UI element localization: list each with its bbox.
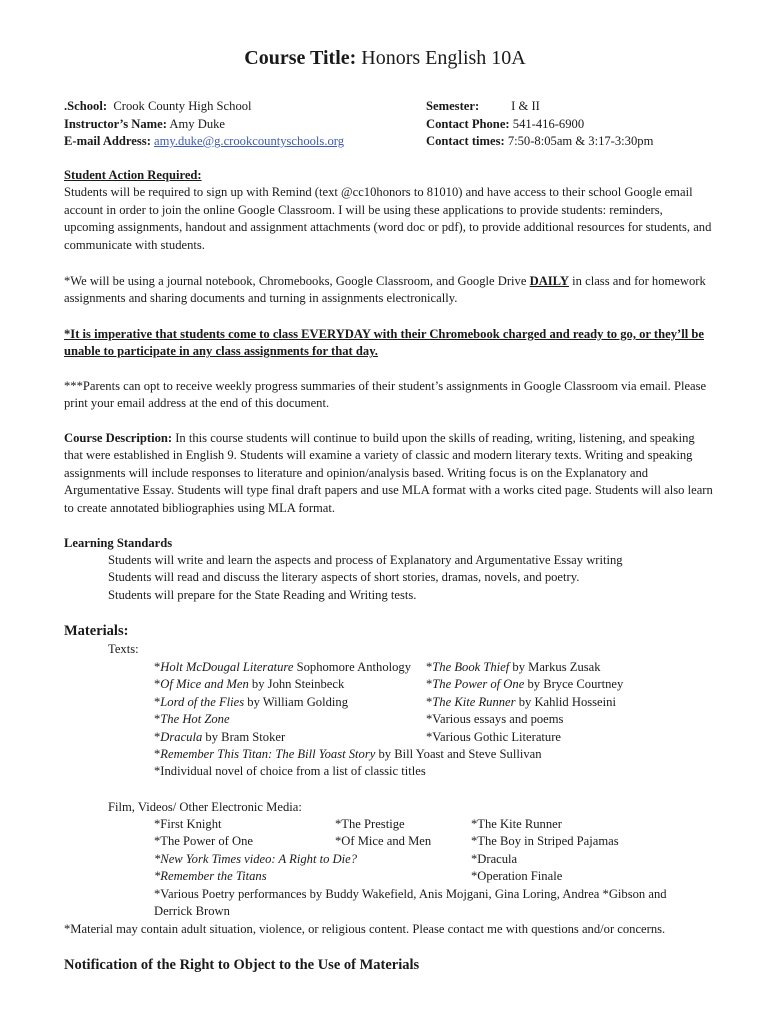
poetry-line-1: *Various Poetry performances by Buddy Wakefield, Anis Mojgani, Gina Loring, Andrea *Gibson and xyxy=(154,887,667,901)
poetry-item xyxy=(154,886,667,921)
list-item: *The Power of One by Bryce Courtney xyxy=(426,677,624,692)
course-description-label: Course Description: xyxy=(64,431,173,445)
list-item: *Dracula xyxy=(471,851,518,866)
school-label: .School: xyxy=(64,99,108,113)
email-label: E-mail Address: xyxy=(64,134,151,148)
list-item: *Of Mice and Men by John Steinbeck xyxy=(154,677,345,692)
imperative-notice: *It is imperative that students come to class EVERYDAY with their Chromebook charged and ready to go, or they’ll be unable to participate in any class assignments for that day. xyxy=(64,327,704,359)
times-value: 7:50-8:05am & 3:17-3:30pm xyxy=(507,134,654,148)
list-item: Students will write and learn the aspects and process of Explanatory and Argumentative Essay writing xyxy=(108,553,623,567)
title-value: Honors English 10A xyxy=(361,47,526,69)
email-link[interactable]: amy.duke@g.crookcountyschools.org xyxy=(154,134,345,148)
list-item: Students will prepare for the State Reading and Writing tests. xyxy=(108,587,417,602)
film-column-1 xyxy=(154,816,357,886)
list-item: *The Kite Runner by Kahlid Hosseini xyxy=(426,694,616,709)
student-action-heading: Student Action Required: xyxy=(64,168,202,182)
course-description-body: In this course students will continue to build upon the skills of reading, writing, listening, and speaking that were established in English 9. Students will examine a variety of classic and modern literary texts. Writing and speaking assignments will include responses to literature and opinion/analysis based. Writing focus is on the Explanatory and Argumentative Essay. Students will type final draft papers and use MLA format with a works cited page. Students will also learn to create annotated bibliographies using MLA format. xyxy=(64,431,713,515)
list-item: *Lord of the Flies by William Golding xyxy=(154,694,348,709)
list-item: *Various essays and poems xyxy=(426,712,564,727)
semester-value: I & II xyxy=(511,99,540,113)
notification-heading: Notification of the Right to Object to the Use of Materials xyxy=(64,957,420,973)
list-item: *The Kite Runner xyxy=(471,817,562,831)
poetry-line-2: Derrick Brown xyxy=(154,904,230,919)
list-item: *Holt McDougal Literature Sophomore Anthology xyxy=(154,660,412,674)
list-item: *Remember the Titans xyxy=(154,869,267,884)
film-label: Film, Videos/ Other Electronic Media: xyxy=(108,800,302,814)
list-item: *The Power of One xyxy=(154,834,253,849)
student-action-body: Students will be required to sign up with Remind (text @cc10honors to 81010) and have access to their school Google email account in order to join the online Google Classroom. I will be using these applications to provide students: reminders, upcoming assignments, handout and assignment attachments (word doc or pdf), to provide additional resources for students, and communicate with students. xyxy=(64,185,712,252)
instructor-value: Amy Duke xyxy=(169,116,226,131)
list-item: *First Knight xyxy=(154,817,222,831)
list-item: *The Hot Zone xyxy=(154,712,230,727)
materials-heading: Materials: xyxy=(64,623,129,639)
journal-paragraph xyxy=(64,273,714,308)
list-item: *Dracula by Bram Stoker xyxy=(154,729,286,744)
course-description-section xyxy=(64,430,714,517)
list-item: *Individual novel of choice from a list of classic titles xyxy=(154,764,426,779)
journal-text-before: *We will be using a journal notebook, Chromebooks, Google Classroom, and Google Drive xyxy=(64,274,530,288)
instructor-label: Instructor’s Name: xyxy=(64,116,167,131)
list-item: *Of Mice and Men xyxy=(335,834,432,849)
title-label: Course Title: xyxy=(244,47,357,69)
film-column-2 xyxy=(335,816,431,851)
times-label: Contact times: xyxy=(426,134,505,148)
list-item: *Various Gothic Literature xyxy=(426,729,561,744)
list-item: *The Book Thief by Markus Zusak xyxy=(426,660,601,674)
page-title xyxy=(0,47,770,70)
list-item: *The Boy in Striped Pajamas xyxy=(471,834,619,849)
phone-label: Contact Phone: xyxy=(426,116,510,131)
header-right xyxy=(426,98,653,151)
phone-value: 541-416-6900 xyxy=(512,116,585,131)
school-value: Crook County High School xyxy=(113,99,252,113)
journal-text-after: in class and for homework assignments and sharing documents and turning in assignments electronically. xyxy=(64,274,706,306)
parents-paragraph: ***Parents can opt to receive weekly progress summaries of their student’s assignments in Google Classroom via email. Please print your email address at the end of this document. xyxy=(64,379,707,411)
student-action-section xyxy=(64,167,714,254)
list-item: *The Prestige xyxy=(335,817,405,831)
journal-daily-emphasis: DAILY xyxy=(529,274,570,288)
list-item: *Remember This Titan: The Bill Yoast Story by Bill Yoast and Steve Sullivan xyxy=(154,747,542,762)
texts-label: Texts: xyxy=(108,642,139,656)
list-item: *Operation Finale xyxy=(471,869,563,884)
learning-standards-heading: Learning Standards xyxy=(64,536,173,550)
texts-column-2 xyxy=(426,659,623,746)
semester-label: Semester: xyxy=(426,99,480,113)
film-column-3 xyxy=(471,816,619,886)
list-item: *New York Times video: A Right to Die? xyxy=(154,851,358,866)
material-warning: *Material may contain adult situation, violence, or religious content. Please contact me with questions and/or concerns. xyxy=(64,922,666,936)
learning-standards-list xyxy=(108,552,623,604)
header-left xyxy=(64,98,344,151)
list-item: Students will read and discuss the literary aspects of short stories, dramas, novels, and poetry. xyxy=(108,570,580,585)
